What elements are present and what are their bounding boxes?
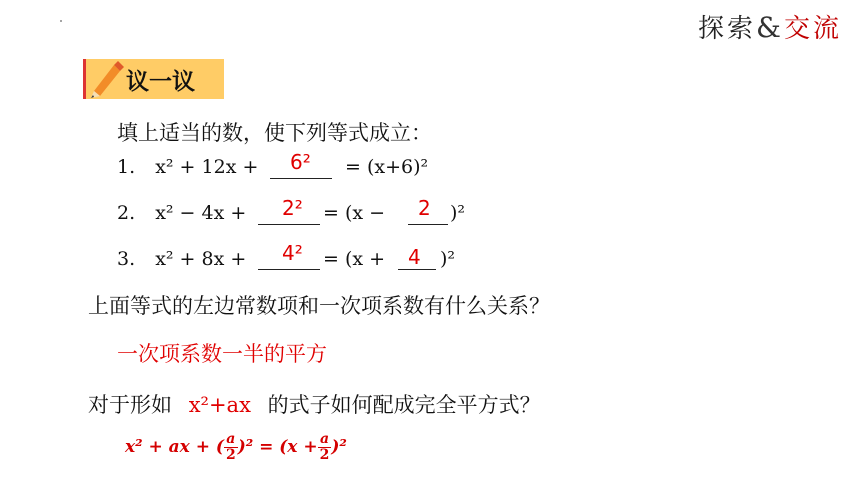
eq2-answer2: 2 [418, 196, 431, 220]
eq3-answer2: 4 [408, 245, 421, 269]
question2 [88, 389, 541, 419]
eq1-rhs: = (x+6)² [345, 156, 429, 178]
eq3-num: 3. [117, 248, 136, 270]
badge-label: 议一议 [126, 69, 195, 95]
q2-pre: 对于形如 [88, 393, 172, 417]
eq3-blank2-line [398, 269, 436, 270]
q2-expr: x²+ax [188, 393, 251, 417]
eq3-rhs-pre: = (x + [323, 248, 386, 270]
eq2-answer: 2² [282, 196, 303, 220]
decor-dot [60, 20, 62, 22]
eq2-rhs-post: )² [450, 202, 466, 224]
eq3-lhs: x² + 8x + [155, 248, 247, 270]
intro-text: 填上适当的数，使下列等式成立： [117, 121, 432, 145]
formula-frac-1 [224, 432, 238, 463]
q2-post: 的式子如何配成完全平方式？ [267, 393, 541, 417]
completing-square-formula [125, 432, 347, 463]
section-header [698, 8, 842, 45]
header-part2: 交流 [783, 14, 842, 44]
eq3-rhs-post: )² [440, 248, 456, 270]
eq1-blank-line [270, 178, 332, 179]
formula-right: )² [331, 437, 347, 457]
pencil-icon [88, 59, 124, 99]
frac2-den: 2 [319, 447, 330, 463]
eq2-blank2-line [408, 224, 448, 225]
formula-left: x² + ax + ( [125, 437, 224, 457]
eq2-rhs-pre: = (x − [323, 202, 386, 224]
header-part1: 探索 [698, 14, 757, 44]
answer-text: 一次项系数一半的平方 [117, 342, 327, 366]
question-text: 上面等式的左边常数项和一次项系数有什么关系？ [88, 294, 550, 318]
frac1-num: a [224, 432, 238, 448]
eq2-num: 2. [117, 202, 136, 224]
eq1-lhs: x² + 12x + [155, 156, 259, 178]
header-amp: & [756, 11, 784, 44]
formula-frac-2 [318, 432, 332, 463]
eq2-blank-line [258, 224, 320, 225]
eq2-lhs: x² − 4x + [155, 202, 247, 224]
formula-mid: )² = (x + [237, 437, 318, 457]
frac1-den: 2 [225, 447, 236, 463]
eq1-answer: 6² [290, 150, 311, 174]
eq1-num: 1. [117, 156, 136, 178]
frac2-num: a [318, 432, 332, 448]
equation-3 [117, 248, 246, 270]
eq3-answer: 4² [282, 241, 303, 265]
eq3-blank-line [258, 269, 320, 270]
discussion-badge [83, 59, 224, 99]
equation-2 [117, 202, 246, 224]
equation-1 [117, 156, 258, 178]
